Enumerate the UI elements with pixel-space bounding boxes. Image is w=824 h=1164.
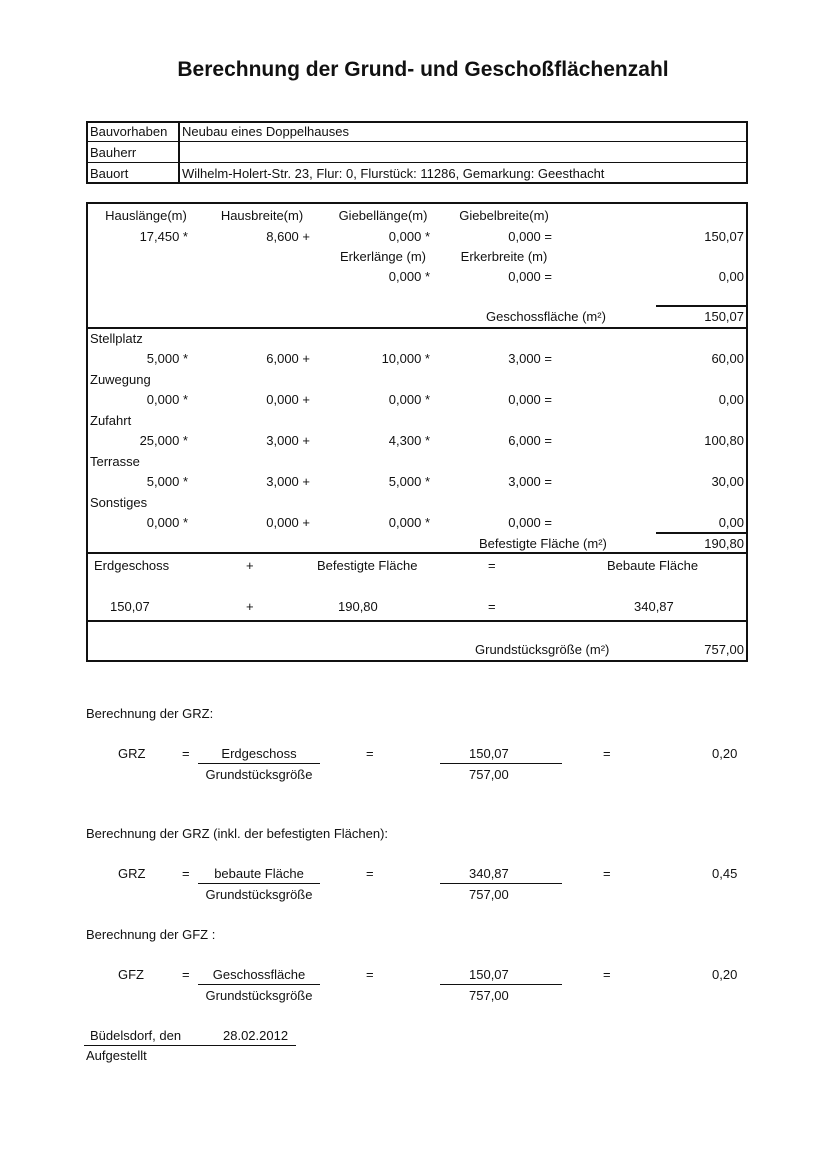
item-name-zuwegung: Zuwegung [90,372,151,387]
item-value: 0,000 = [508,392,552,407]
summary-header-bebaute: Bebaute Fläche [607,558,699,573]
oriel-length: 0,000 * [388,269,430,284]
floor-area-label: Geschossfläche (m²) [486,309,606,324]
summary-erdgeschoss: 150,07 [110,599,150,614]
item-value: 3,000 = [508,474,552,489]
item-area: 60,00 [711,351,744,366]
formula-eq3: = [603,866,611,881]
item-value: 0,000 * [388,515,430,530]
summary-befestigte: 190,80 [338,599,378,614]
formula-result-grz-incl: 0,45 [712,866,738,881]
item-value: 3,000 = [508,351,552,366]
item-value: 0,000 * [146,392,188,407]
formula-numerator-value: 150,07 [469,746,509,761]
item-value: 5,000 * [388,474,430,489]
paved-area-label: Befestigte Fläche (m²) [479,536,607,551]
summary-plus: + [246,599,254,614]
item-value: 4,300 * [388,433,430,448]
house-length: 17,450 * [139,229,188,244]
value-bauvorhaben: Neubau eines Doppelhauses [182,124,349,139]
formula-numerator-value: 150,07 [469,967,509,982]
item-value: 3,000 + [266,433,310,448]
summary-bebaute: 340,87 [634,599,674,614]
item-name-terrasse: Terrasse [90,454,140,469]
formula-eq2: = [366,746,374,761]
formula-lhs: GRZ [118,866,146,881]
label-bauvorhaben: Bauvorhaben [90,124,168,139]
formula-numerator-value: 340,87 [469,866,509,881]
formula-numerator-label: bebaute Fläche [214,866,304,881]
item-value: 0,000 = [508,515,552,530]
item-value: 3,000 + [266,474,310,489]
oriel-width: 0,000 = [508,269,552,284]
gable-width: 0,000 = [508,229,552,244]
formula-result-gfz: 0,20 [712,967,738,982]
formula-heading-grz-incl: Berechnung der GRZ (inkl. der befestigten Flächen): [86,826,389,841]
formula-heading-grz: Berechnung der GRZ: [86,706,214,721]
item-area: 0,00 [718,392,744,407]
header-hausbreite: Hausbreite(m) [220,208,304,223]
formula-eq3: = [603,967,611,982]
value-bauort: Wilhelm-Holert-Str. 23, Flur: 0, Flurstück: 11286, Gemarkung: Geesthacht [182,166,605,181]
formula-denominator-label: Grundstücksgröße [205,767,313,782]
header-hauslaenge: Hauslänge(m) [105,208,187,223]
formula-numerator-label: Geschossfläche [212,967,306,982]
formula-denominator-value: 757,00 [469,988,509,1003]
item-name-stellplatz: Stellplatz [90,331,143,346]
house-width: 8,600 + [266,229,310,244]
formula-lhs: GRZ [118,746,146,761]
item-value: 6,000 = [508,433,552,448]
formula-lhs: GFZ [118,967,144,982]
item-value: 0,000 + [266,515,310,530]
footer-place-label: Büdelsdorf, den [90,1028,182,1043]
formula-heading-gfz: Berechnung der GFZ : [86,927,216,942]
item-value: 0,000 * [388,392,430,407]
footer-signed: Aufgestellt [86,1048,147,1063]
item-value: 0,000 + [266,392,310,407]
plot-size-value: 757,00 [704,642,744,657]
gable-length: 0,000 * [388,229,430,244]
formula-eq: = [182,967,190,982]
summary-equals: = [488,599,496,614]
item-name-zufahrt: Zufahrt [90,413,132,428]
item-value: 10,000 * [381,351,430,366]
formula-eq: = [182,746,190,761]
formula-denominator-value: 757,00 [469,887,509,902]
label-bauherr: Bauherr [90,145,137,160]
summary-header-befestigte: Befestigte Fläche [317,558,418,573]
header-giebelbreite: Giebelbreite(m) [459,208,549,223]
header-giebellaenge: Giebellänge(m) [338,208,428,223]
footer-date: 28.02.2012 [223,1028,289,1043]
item-value: 0,000 * [146,515,188,530]
formula-eq: = [182,866,190,881]
item-value: 25,000 * [139,433,188,448]
summary-header-plus: + [246,558,254,573]
page-title: Berechnung der Grund- und Geschoßflächenzahl [177,58,669,81]
label-bauort: Bauort [90,166,129,181]
summary-header-equals: = [488,558,496,573]
summary-header-erdgeschoss: Erdgeschoss [94,558,170,573]
formula-denominator-value: 757,00 [469,767,509,782]
floor-area-value: 150,07 [704,309,744,324]
house-area: 150,07 [704,229,744,244]
header-erkerlaenge: Erkerlänge (m) [340,249,426,264]
header-erkerbreite: Erkerbreite (m) [460,249,548,264]
item-name-sonstiges: Sonstiges [90,495,148,510]
paved-area-value: 190,80 [704,536,744,551]
formula-denominator-label: Grundstücksgröße [205,988,313,1003]
item-area: 0,00 [718,515,744,530]
item-value: 5,000 * [146,351,188,366]
formula-result-grz: 0,20 [712,746,738,761]
plot-size-label: Grundstücksgröße (m²) [475,642,610,657]
formula-denominator-label: Grundstücksgröße [205,887,313,902]
item-area: 30,00 [711,474,744,489]
oriel-area: 0,00 [718,269,744,284]
item-value: 6,000 + [266,351,310,366]
item-area: 100,80 [704,433,744,448]
item-value: 5,000 * [146,474,188,489]
formula-eq2: = [366,866,374,881]
formula-eq3: = [603,746,611,761]
formula-numerator-label: Erdgeschoss [221,746,297,761]
formula-eq2: = [366,967,374,982]
